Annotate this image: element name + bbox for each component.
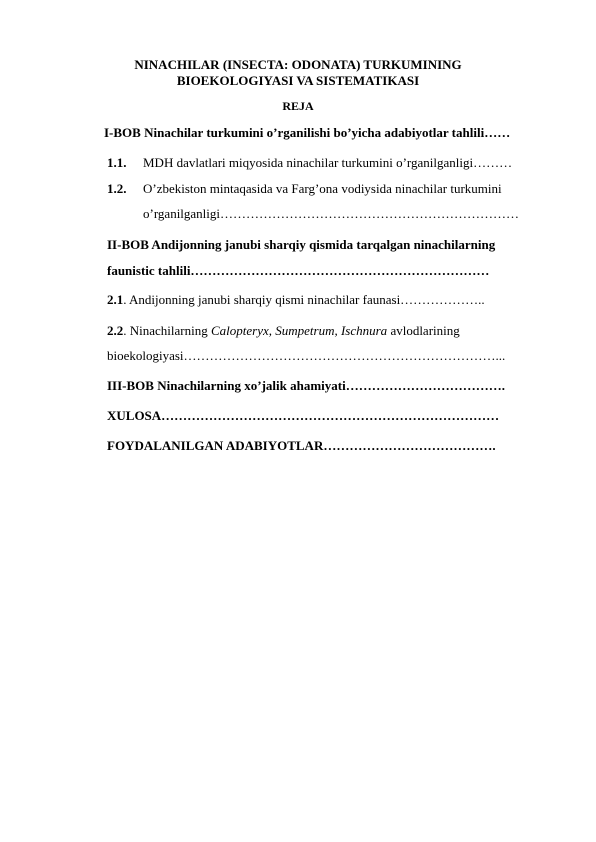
document-title-line-2: BIOEKOLOGIYASI VA SISTEMATIKASI xyxy=(176,73,420,88)
toc-item-1-2-number: 1.2. xyxy=(107,181,127,196)
toc-item-1-2-line-1: O’zbekiston mintaqasida va Farg’ona vodiysida ninachilar turkumini xyxy=(143,181,502,196)
toc-item-2-1-number: 2.1 xyxy=(107,292,124,307)
toc-item-2-2-text-post: avlodlarining xyxy=(387,323,460,338)
toc-chapter-2-line-1: II-BOB Andijonning janubi sharqiy qismida tarqalgan ninachilarning xyxy=(107,237,496,252)
toc-chapter-2-line-2: faunistic tahlili…………………………………………………………… xyxy=(107,263,490,278)
toc-item-2-2-text-pre: . Ninachilarning xyxy=(123,323,211,338)
toc-item-1-1-number: 1.1. xyxy=(107,155,127,170)
toc-item-2-2-line-2: bioekologiyasi………………………………………………………………... xyxy=(107,348,506,363)
toc-item-2-1-text: . Andijonning janubi sharqiy qismi ninachilar faunasi……………….. xyxy=(123,292,485,307)
toc-item-2-1 xyxy=(107,291,485,308)
toc-conclusion: XULOSA…………………………………………………………………… xyxy=(107,408,500,423)
document-title-line-1: NINACHILAR (INSECTA: ODONATA) TURKUMINING xyxy=(134,57,462,72)
toc-chapter-3: III-BOB Ninachilarning xo’jalik ahamiyati………………………………. xyxy=(107,378,505,393)
toc-references: FOYDALANILGAN ADABIYOTLAR…………………………………. xyxy=(107,438,496,453)
toc-chapter-1: I-BOB Ninachilar turkumini o’rganilishi bo’yicha adabiyotlar tahlili…… xyxy=(104,125,511,140)
toc-item-2-2-genera: Calopteryx, Sumpetrum, Ischnura xyxy=(210,323,388,338)
toc-item-1-2-line-2: o’rganilganligi…………………………………………………………… xyxy=(143,206,520,221)
toc-item-2-2-line-1 xyxy=(107,322,460,339)
toc-item-2-2-number: 2.2 xyxy=(107,323,124,338)
plan-heading: REJA xyxy=(282,99,314,113)
toc-item-1-1: MDH davlatlari miqyosida ninachilar turkumini o’rganilganligi……… xyxy=(143,155,513,170)
